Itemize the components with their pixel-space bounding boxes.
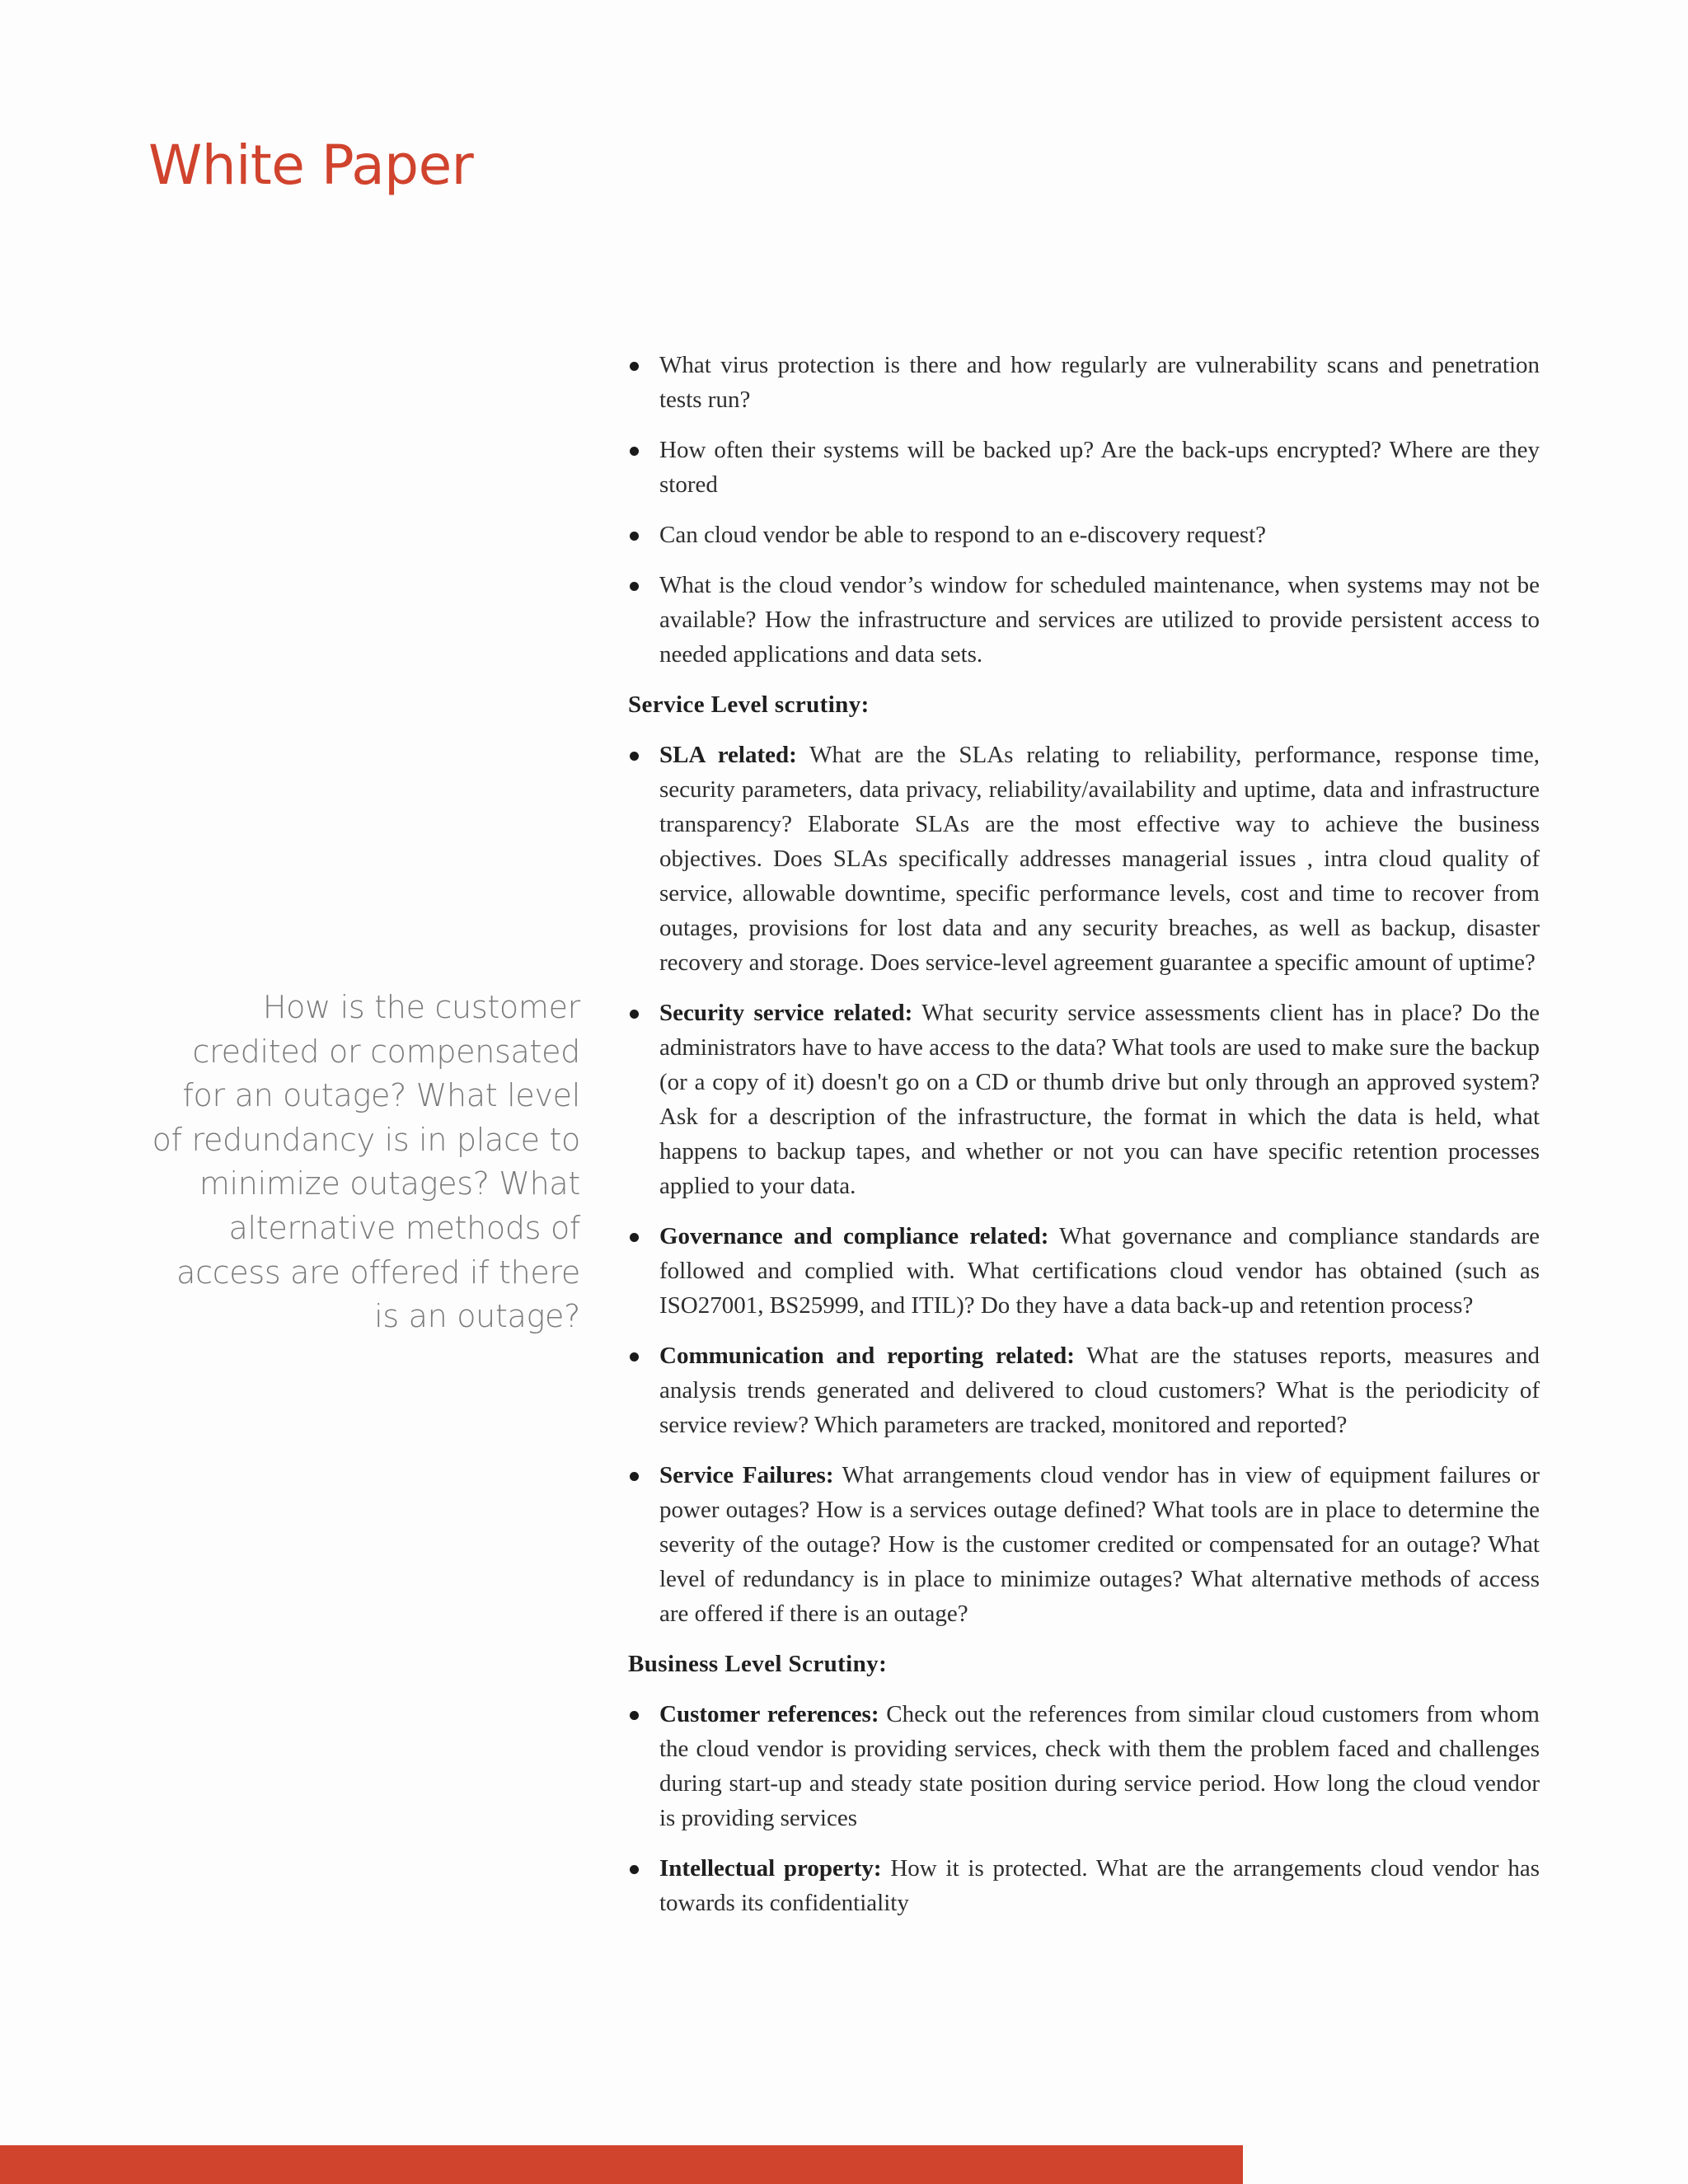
item-text: What are the SLAs relating to reliability, performance, response time, security parameters, data privacy, reliability/availability and uptime, data and infrastructure transparency? Elaborate SLAs are the most effective way to achieve the business objectives. Does SLAs specifically addresses managerial issues , intra cloud quality of service, allowable downtime, specific performance levels, cost and time to recover from outages, provisions for lost data and any security breaches, as well as backup, disaster recovery and storage. Does service-level agreement guarantee a specific amount of uptime? xyxy=(659,742,1540,976)
pull-quote: How is the customer credited or compensated for an outage? What level of redundancy is in place to minimize outages? What alternative methods of access are offered if there is an outage? xyxy=(152,989,580,1335)
main-content xyxy=(628,348,1540,1936)
item-text: What arrangements cloud vendor has in view of equipment failures or power outages? How is a services outage defined? What tools are in place to determine the severity of the outage? How is the customer credited or compensated for an outage? What level of redundancy is in place to minimize outages? What alternative methods of access are offered if there is an outage? xyxy=(659,1462,1540,1627)
list-item xyxy=(628,738,1540,980)
item-lead: Intellectual property: xyxy=(659,1855,882,1882)
item-text: How it is protected. What are the arrangements cloud vendor has towards its confidentiality xyxy=(659,1855,1540,1916)
list-item xyxy=(628,1851,1540,1920)
page-title: White Paper xyxy=(148,134,474,197)
item-text: Check out the references from similar cloud customers from whom the cloud vendor is providing services, check with them the problem faced and challenges during start-up and steady state position during service period. How long the cloud vendor is providing services xyxy=(659,1701,1540,1831)
list-item: What virus protection is there and how regularly are vulnerability scans and penetration tests run? xyxy=(628,348,1540,417)
item-text: What security service assessments client has in place? Do the administrators have to have access to the data? What tools are used to make sure the backup (or a copy of it) doesn't go on a CD or thumb drive but only through an approved system? Ask for a description of the infrastructure, the format in which the data is held, what happens to backup tapes, and whether or not you can have specific retention processes applied to your data. xyxy=(659,1000,1540,1199)
list-item xyxy=(628,996,1540,1203)
business-level-list xyxy=(628,1697,1540,1920)
item-text: What governance and compliance standards are followed and complied with. What certifications cloud vendor has obtained (such as ISO27001, BS25999, and ITIL)? Do they have a data back-up and retention process? xyxy=(659,1223,1540,1319)
list-item: How often their systems will be backed up? Are the back-ups encrypted? Where are they stored xyxy=(628,433,1540,502)
intro-bullet-list xyxy=(628,348,1540,672)
list-item xyxy=(628,1697,1540,1835)
list-item: What is the cloud vendor’s window for scheduled maintenance, when systems may not be available? How the infrastructure and services are utilized to provide persistent access to needed applications and data sets. xyxy=(628,568,1540,672)
section-heading-business-level: Business Level Scrutiny: xyxy=(628,1651,888,1677)
item-lead: Security service related: xyxy=(659,1000,913,1026)
item-lead: Customer references: xyxy=(659,1701,879,1727)
item-text: What are the statuses reports, measures and analysis trends generated and delivered to cloud customers? What is the periodicity of service review? Which parameters are tracked, monitored and reported? xyxy=(659,1343,1540,1438)
list-item xyxy=(628,1338,1540,1442)
item-lead: Communication and reporting related: xyxy=(659,1343,1075,1369)
service-level-list xyxy=(628,738,1540,1631)
list-item xyxy=(628,1458,1540,1631)
item-lead: Service Failures: xyxy=(659,1462,834,1488)
list-item xyxy=(628,1219,1540,1323)
section-heading-service-level: Service Level scrutiny: xyxy=(628,691,870,718)
item-lead: SLA related: xyxy=(659,742,797,768)
item-lead: Governance and compliance related: xyxy=(659,1223,1049,1249)
list-item: Can cloud vendor be able to respond to an e-discovery request? xyxy=(628,518,1540,552)
footer-accent-bar xyxy=(0,2145,1243,2184)
